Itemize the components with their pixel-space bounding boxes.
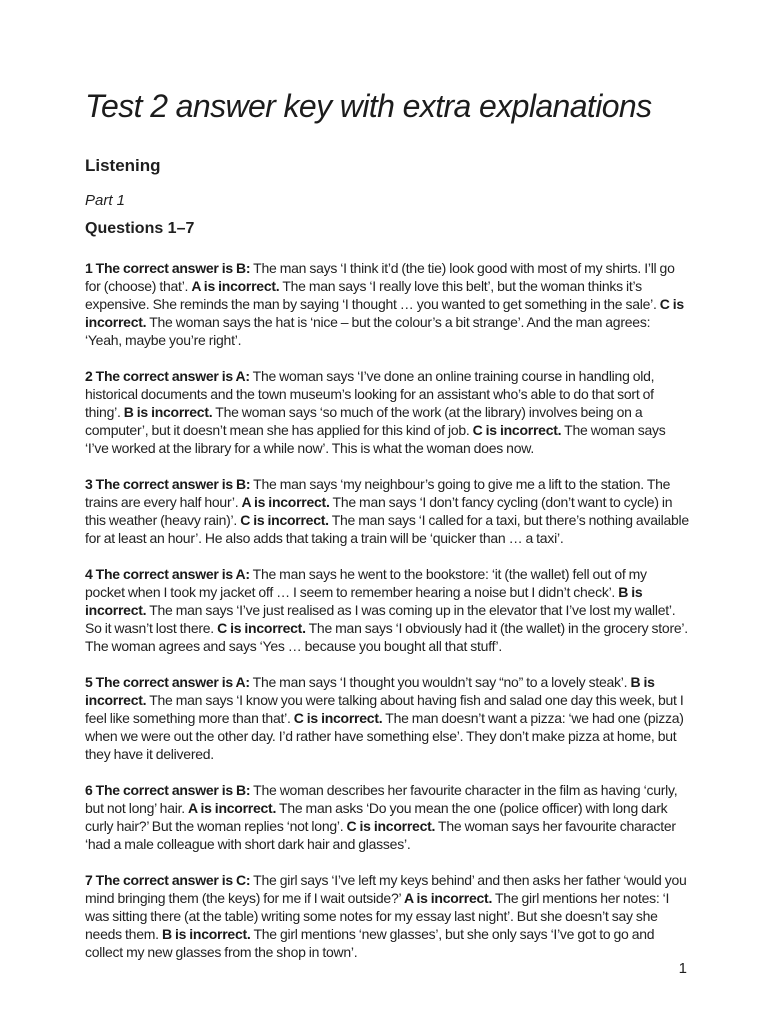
answer-lead: 5 The correct answer is A: [85,674,250,690]
incorrect-option-label: A is incorrect. [188,800,277,816]
incorrect-option-label: A is incorrect. [403,890,493,906]
answer-list [85,259,689,979]
answer-lead: 6 The correct answer is B: [85,782,251,798]
answer-explanation-text: The girl mentions her notes: ‘I was sitting there (at the table) writing some notes for my essay last night’. But she doesn’t say she needs them. [85,890,670,942]
answer-explanation-text: The woman says ‘I’ve worked at the library for a while now’. This is what the woman does now. [85,422,666,456]
incorrect-option-label: B is incorrect. [123,404,213,420]
answer-explanation-text: The woman says ‘I’ve done an online training course in handling old, historical documents and the town museum’s looking for an assistant who’s able to do that sort of thing’. [85,368,655,420]
incorrect-option-label: B is incorrect. [85,584,643,618]
answer-explanation-text: The man says ‘I don’t fancy cycling (don’t want to cycle) in this weather (heavy rain)’. [85,494,673,528]
answer-explanation-text: The woman says her favourite character ‘had a male colleague with short dark hair and glasses’. [85,818,676,852]
answer-lead: 7 The correct answer is C: [85,872,251,888]
answer-explanation-text: The girl mentions ‘new glasses’, but she only says ‘I’ve got to go and collect my new glasses from the shop in town’. [85,926,655,960]
incorrect-option-label: C is incorrect. [346,818,436,834]
incorrect-option-label: A is incorrect. [241,494,330,510]
answer-paragraph [85,259,689,349]
part-label: Part 1 [85,192,126,209]
answer-explanation-text: The man says he went to the bookstore: ‘it (the wallet) fell out of my pocket when I took my jacket off … I seem to remember hearing a noise but I didn’t check’. [85,566,647,600]
answer-explanation-text: The man doesn’t want a pizza: ‘we had one (pizza) when we were out the other day. I’d rather have something else’. They don’t make pizza at home, but they have it delivered. [85,710,684,762]
answer-paragraph [85,673,689,763]
incorrect-option-label: C is incorrect. [240,512,329,528]
incorrect-option-label: A is incorrect. [191,278,280,294]
page-title: Test 2 answer key with extra explanations [85,88,652,124]
answer-explanation-text: The girl says ‘I’ve left my keys behind’ and then asks her father ‘would you mind bringing them (the keys) for me if I wait outside?’ [85,872,687,906]
answer-explanation-text: The man says ‘I thought you wouldn’t say “no” to a lovely steak’. [249,674,631,690]
answer-explanation-text: The woman says the hat is ‘nice – but the colour’s a bit strange’. And the man agrees: ‘Yeah, maybe you’re right’. [85,314,651,348]
page-number: 1 [678,960,687,977]
answer-lead: 2 The correct answer is A: [85,368,250,384]
answer-explanation-text: The man says ‘I called for a taxi, but there’s nothing available for at least an hour’. He also adds that taking a train will be ‘quicker than … a taxi’. [85,512,689,546]
answer-lead: 4 The correct answer is A: [85,566,250,582]
answer-explanation-text: The man says ‘my neighbour’s going to give me a lift to the station. The trains are every half hour’. [85,476,671,510]
answer-paragraph [85,565,689,655]
answer-lead: 3 The correct answer is B: [85,476,251,492]
answer-explanation-text: The man says ‘I know you were talking about having fish and salad one day this week, but I feel like something more than that’. [85,692,684,726]
answer-explanation-text: The man says ‘I think it’d (the tie) look good with most of my shirts. I’ll go for (choose) that’. [85,260,675,294]
answer-explanation-text: The man says ‘I really love this belt’, but the woman thinks it’s expensive. She reminds the man by saying ‘I thought … you wanted to get something in the sale’. [85,278,660,312]
incorrect-option-label: B is incorrect. [85,674,655,708]
incorrect-option-label: C is incorrect. [472,422,562,438]
answer-explanation-text: The woman says ‘so much of the work (at the library) involves being on a computer’, but it doesn’t mean she has applied for this kind of job. [85,404,643,438]
answer-explanation-text: The man says ‘I’ve just realised as I was coming up in the elevator that I’ve lost my wallet’. So it wasn’t lost there. [85,602,676,636]
answer-lead: 1 The correct answer is B: [85,260,251,276]
incorrect-option-label: B is incorrect. [161,926,251,942]
incorrect-option-label: C is incorrect. [217,620,306,636]
answer-explanation-text: The woman describes her favourite character in the film as having ‘curly, but not long’ hair. [85,782,678,816]
section-heading-listening: Listening [85,156,161,175]
answer-paragraph [85,475,689,547]
incorrect-option-label: C is incorrect. [293,710,383,726]
answer-explanation-text: The man says ‘I obviously had it (the wallet) in the grocery store’. The woman agrees and says ‘Yes … because you bought all that stuff’. [85,620,688,654]
answer-paragraph [85,871,689,961]
incorrect-option-label: C is incorrect. [85,296,684,330]
answer-paragraph [85,781,689,853]
answer-explanation-text: The man asks ‘Do you mean the one (police officer) with long dark curly hair?’ But the woman replies ‘not long’. [85,800,668,834]
answer-paragraph [85,367,689,457]
questions-heading: Questions 1–7 [85,220,195,237]
